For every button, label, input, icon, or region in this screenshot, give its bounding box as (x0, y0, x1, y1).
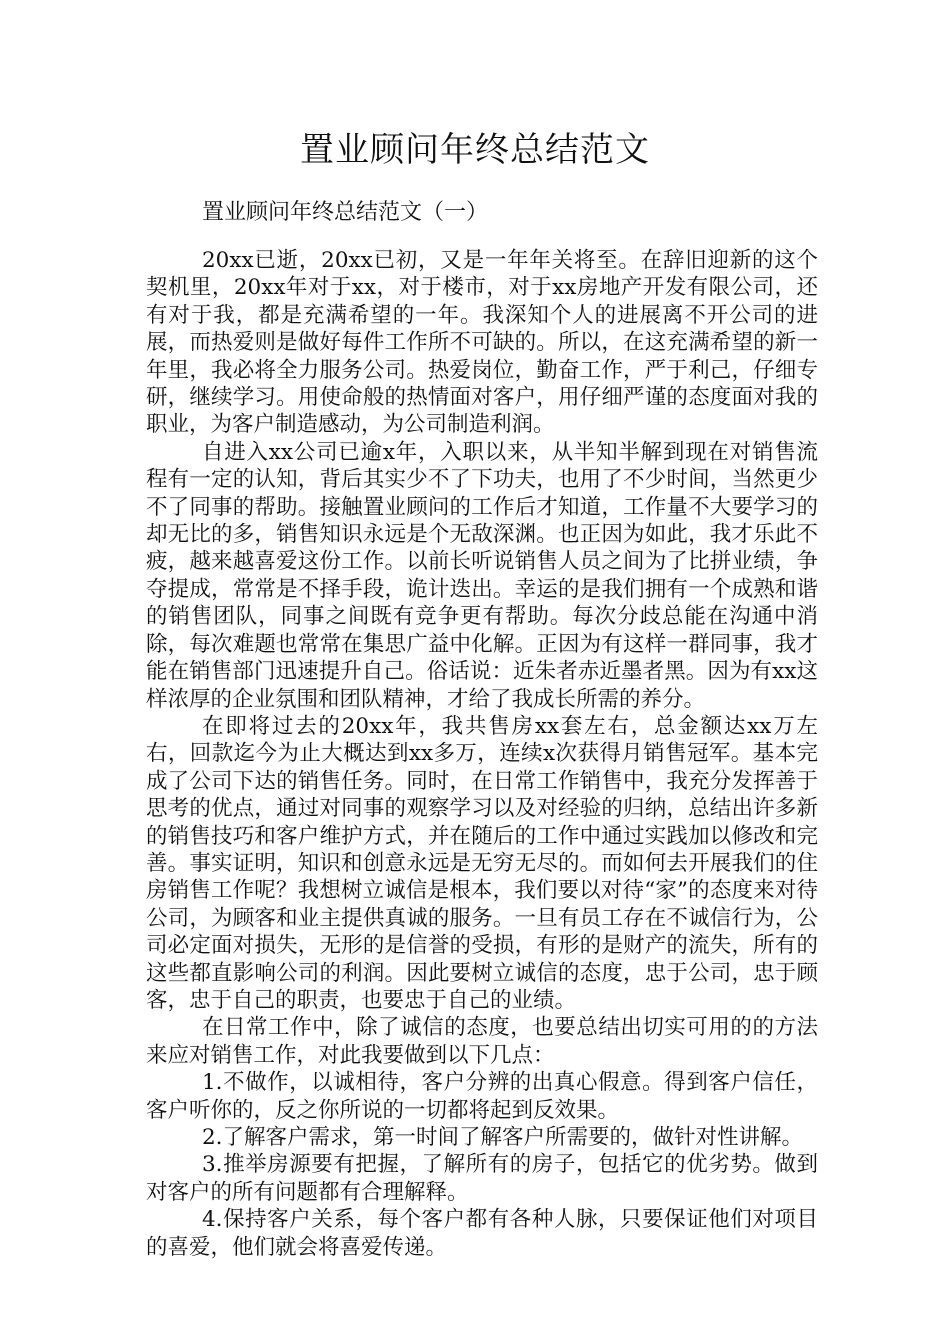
document-title: 置业顾问年终总结范文 (300, 130, 650, 170)
list-item-4: 4.保持客户关系，每个客户都有各种人脉，只要保证他们对项目的喜爱，他们就会将喜爱传递。 (146, 1207, 818, 1260)
list-item-2: 2.了解客户需求，第一时间了解客户所需要的，做针对性讲解。 (202, 1125, 804, 1150)
list-item-1: 1.不做作，以诚相待，客户分辨的出真心假意。得到客户信任，客户听你的，反之你所说的一切都将起到反效果。 (146, 1070, 818, 1123)
paragraph-experience: 自进入xx公司已逾x年，入职以来，从半知半解到现在对销售流程有一定的认知，背后其实少不了下功夫，也用了不少时间，当然更少不了同事的帮助。接触置业顾问的工作后才知道，工作量不大要学习的却无比的多，销售知识永远是个无敌深渊。也正因为如此，我才乐此不疲，越来越喜爱这份工作。以前长听说销售人员之间为了比拼业绩，争夺提成，常常是不择手段，诡计迭出。幸运的是我们拥有一个成熟和谐的销售团队，同事之间既有竞争更有帮助。每次分歧总能在沟通中消除，每次难题也常常在集思广益中化解。正因为有这样一群同事，我才能在销售部门迅速提升自己。俗话说：近朱者赤近墨者黑。因为有xx这样浓厚的企业氛围和团队精神，才给了我成长所需的养分。 (146, 439, 818, 712)
paragraph-performance: 在即将过去的20xx年，我共售房xx套左右，总金额达xx万左右，回款迄今为止大概达到xx多万，连续x次获得月销售冠军。基本完成了公司下达的销售任务。同时，在日常工作销售中，我充分发挥善于思考的优点，通过对同事的观察学习以及对经验的归纳，总结出许多新的销售技巧和客户维护方式，并在随后的工作中通过实践加以修改和完善。事实证明，知识和创意永远是无穷无尽的。而如何去开展我们的住房销售工作呢？我想树立诚信是根本，我们要以对待“家”的态度来对待公司，为顾客和业主提供真诚的服务。一旦有员工存在不诚信行为，公司必定面对损失，无形的是信誉的受损，有形的是财产的流失，所有的这些都直影响公司的利润。因此要树立诚信的态度，忠于公司，忠于顾客，忠于自己的职责，也要忠于自己的业绩。 (146, 713, 818, 1013)
list-item-3: 3.推举房源要有把握，了解所有的房子，包括它的优劣势。做到对客户的所有问题都有合理解释。 (146, 1152, 818, 1205)
paragraph-intro: 20xx已逝，20xx已初，又是一年年关将至。在辞旧迎新的这个契机里，20xx年对于xx，对于楼市，对于xx房地产开发有限公司，还有对于我，都是充满希望的一年。我深知个人的进展离不开公司的进展，而热爱则是做好每件工作所不可缺的。所以，在这充满希望的新一年里，我必将全力服务公司。热爱岗位，勤奋工作，严于利己，仔细专研，继续学习。用使命般的热情面对客户，用仔细严谨的态度面对我的职业，为客户制造感动，为公司制造利润。 (146, 248, 818, 438)
document-subtitle: 置业顾问年终总结范文（一） (202, 200, 489, 225)
document-body (146, 247, 818, 1261)
paragraph-methods-intro: 在日常工作中，除了诚信的态度，也要总结出切实可用的的方法来应对销售工作，对此我要做到以下几点： (146, 1015, 818, 1068)
